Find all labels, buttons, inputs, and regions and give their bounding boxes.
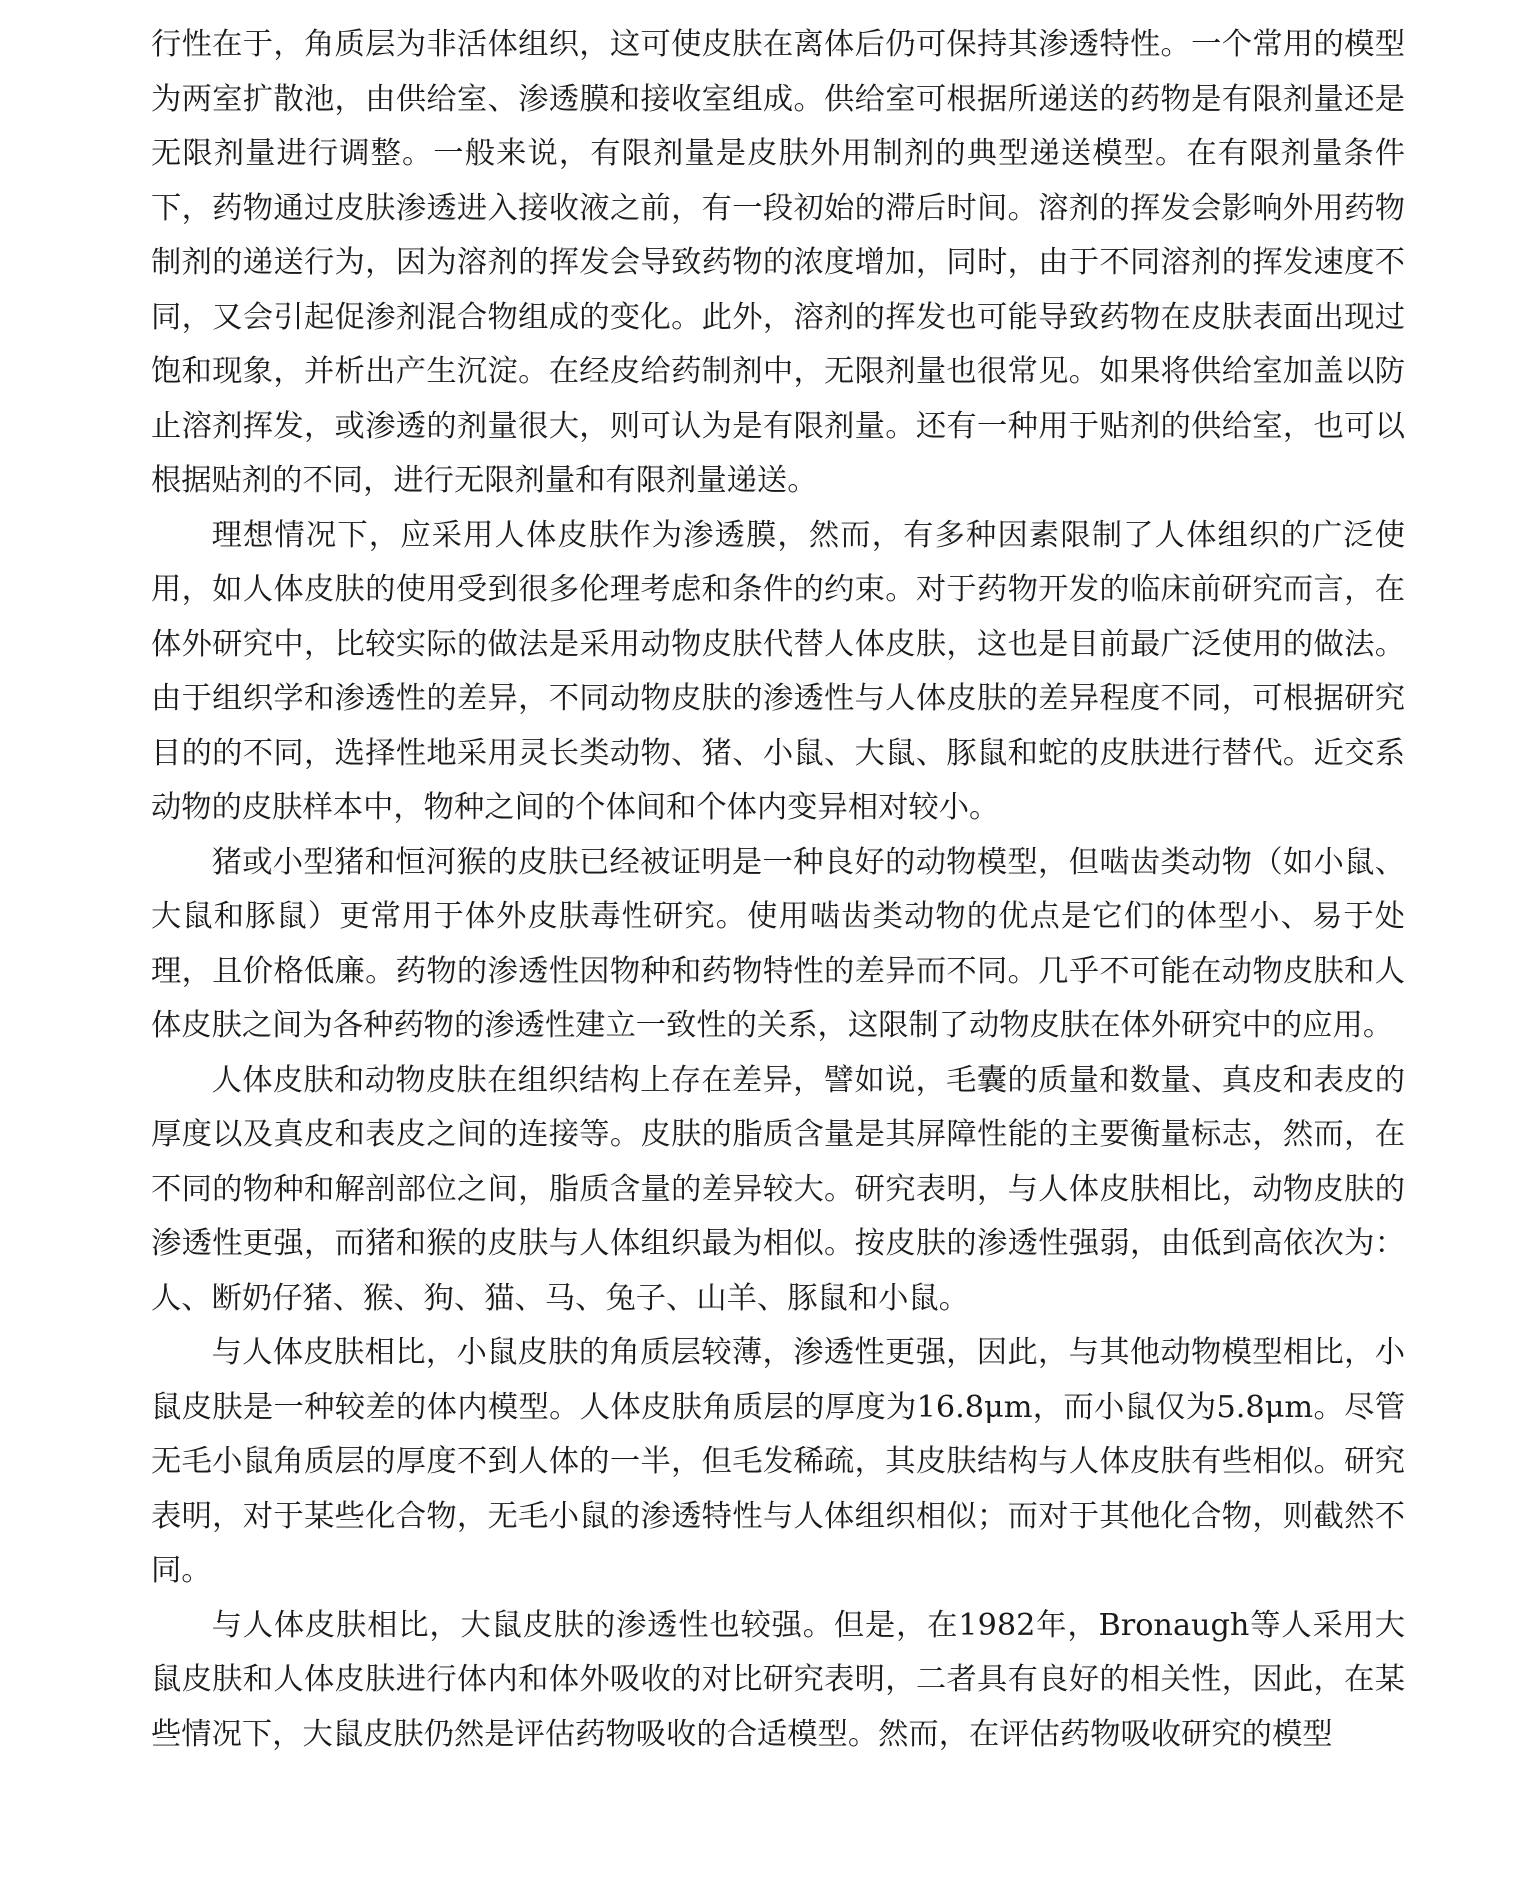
paragraph-1: 行性在于，角质层为非活体组织，这可使皮肤在离体后仍可保持其渗透特性。一个常用的模型为两室扩散池，由供给室、渗透膜和接收室组成。供给室可根据所递送的药物是有限剂量还是无限剂量进行调整。一般来说，有限剂量是皮肤外用制剂的典型递送模型。在有限剂量条件下，药物通过皮肤渗透进入接收液之前，有一段初始的滞后时间。溶剂的挥发会影响外用药物制剂的递送行为，因为溶剂的挥发会导致药物的浓度增加，同时，由于不同溶剂的挥发速度不同，又会引起促渗剂混合物组成的变化。此外，溶剂的挥发也可能导致药物在皮肤表面出现过饱和现象，并析出产生沉淀。在经皮给药制剂中，无限剂量也很常见。如果将供给室加盖以防止溶剂挥发，或渗透的剂量很大，则可认为是有限剂量。还有一种用于贴剂的供给室，也可以根据贴剂的不同，进行无限剂量和有限剂量递送。 [151,27,1405,498]
paragraph-3: 猪或小型猪和恒河猴的皮肤已经被证明是一种良好的动物模型，但啮齿类动物（如小鼠、大鼠和豚鼠）更常用于体外皮肤毒性研究。使用啮齿类动物的优点是它们的体型小、易于处理，且价格低廉。药物的渗透性因物种和药物特性的差异而不同。几乎不可能在动物皮肤和人体皮肤之间为各种药物的渗透性建立一致性的关系，这限制了动物皮肤在体外研究中的应用。 [151,844,1405,1043]
paragraph-6: 与人体皮肤相比，大鼠皮肤的渗透性也较强。但是，在1982年，Bronaugh等人采用大鼠皮肤和人体皮肤进行体内和体外吸收的对比研究表明，二者具有良好的相关性，因此，在某些情况下，大鼠皮肤仍然是评估药物吸收的合适模型。然而，在评估药物吸收研究的模型 [151,1607,1405,1752]
paragraph-2: 理想情况下，应采用人体皮肤作为渗透膜，然而，有多种因素限制了人体组织的广泛使用，如人体皮肤的使用受到很多伦理考虑和条件的约束。对于药物开发的临床前研究而言，在体外研究中，比较实际的做法是采用动物皮肤代替人体皮肤，这也是目前最广泛使用的做法。由于组织学和渗透性的差异，不同动物皮肤的渗透性与人体皮肤的差异程度不同，可根据研究目的的不同，选择性地采用灵长类动物、猪、小鼠、大鼠、豚鼠和蛇的皮肤进行替代。近交系动物的皮肤样本中，物种之间的个体间和个体内变异相对较小。 [151,517,1405,825]
paragraph-5: 与人体皮肤相比，小鼠皮肤的角质层较薄，渗透性更强，因此，与其他动物模型相比，小鼠皮肤是一种较差的体内模型。人体皮肤角质层的厚度为16.8μm，而小鼠仅为5.8μm。尽管无毛小鼠角质层的厚度不到人体的一半，但毛发稀疏，其皮肤结构与人体皮肤有些相似。研究表明，对于某些化合物，无毛小鼠的渗透特性与人体组织相似；而对于其他化合物，则截然不同。 [151,1335,1405,1588]
paragraph-4: 人体皮肤和动物皮肤在组织结构上存在差异，譬如说，毛囊的质量和数量、真皮和表皮的厚度以及真皮和表皮之间的连接等。皮肤的脂质含量是其屏障性能的主要衡量标志，然而，在不同的物种和解剖部位之间，脂质含量的差异较大。研究表明，与人体皮肤相比，动物皮肤的渗透性更强，而猪和猴的皮肤与人体组织最为相似。按皮肤的渗透性强弱，由低到高依次为：人、断奶仔猪、猴、狗、猫、马、兔子、山羊、豚鼠和小鼠。 [151,1062,1405,1316]
document-page [151,18,1405,1762]
